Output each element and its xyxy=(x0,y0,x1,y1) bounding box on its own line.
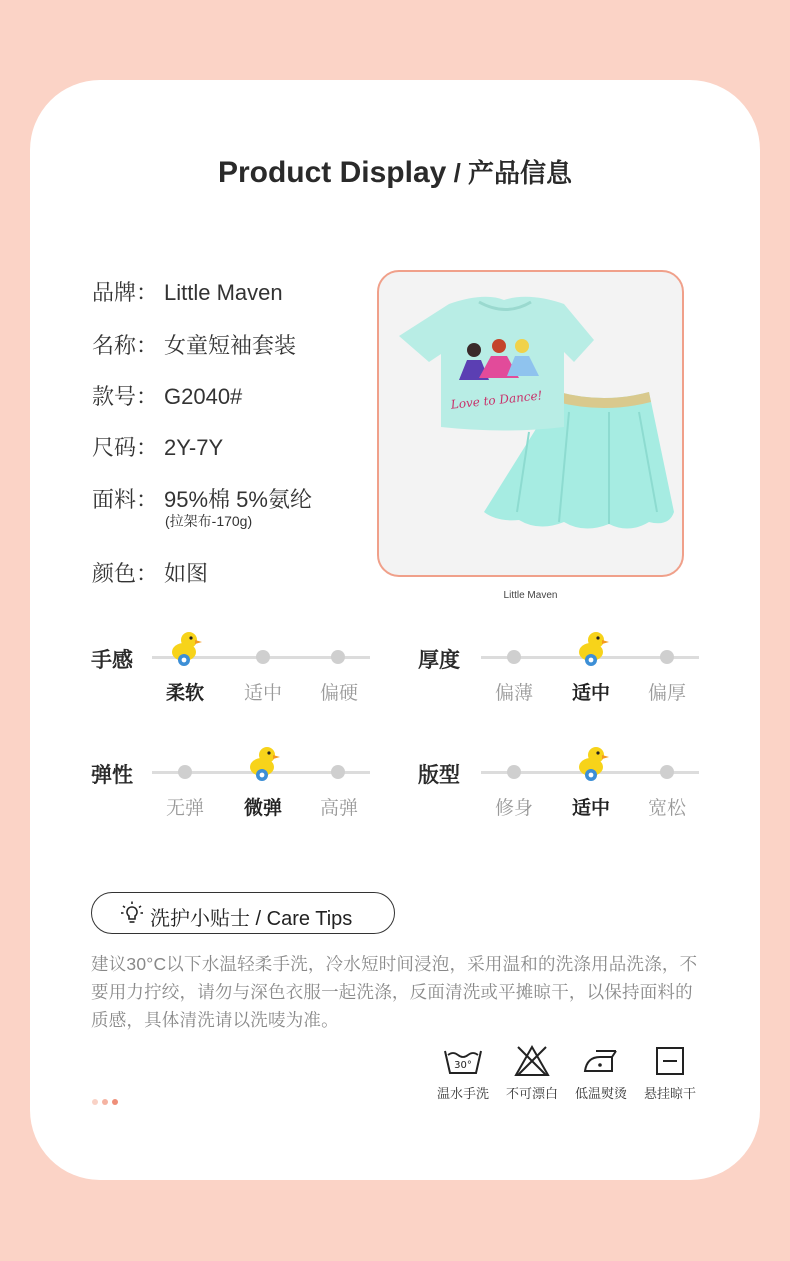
spec-brand xyxy=(92,276,283,307)
scale-dot xyxy=(331,765,345,779)
no-bleach-icon xyxy=(514,1045,550,1077)
care-tips-label: 洗护小贴士 / Care Tips xyxy=(150,908,353,930)
spec-value: Little Maven xyxy=(164,280,283,305)
spec-key: 颜色： xyxy=(92,561,159,586)
scale-dot xyxy=(178,765,192,779)
scale-option-selected: 微弹 xyxy=(243,798,282,819)
scale-option: 偏硬 xyxy=(319,683,358,704)
care-icon-no-bleach xyxy=(500,1045,564,1102)
scale-option: 适中 xyxy=(243,683,282,704)
spec-size xyxy=(92,431,223,462)
scale-dot xyxy=(507,765,521,779)
shirt-print-text: Love to Dance! xyxy=(450,388,544,412)
care-icon-low-iron xyxy=(569,1045,633,1102)
indicator-dot xyxy=(112,1099,118,1105)
page-title xyxy=(0,153,790,190)
scale-dot xyxy=(660,650,674,664)
scale-dot xyxy=(331,650,345,664)
duck-indicator-icon xyxy=(574,630,610,668)
spec-name xyxy=(92,329,296,360)
spec-value: 2Y-7Y xyxy=(164,435,224,460)
spec-key: 款号： xyxy=(92,384,159,409)
spec-key: 尺码： xyxy=(92,435,159,460)
hand-wash-30-icon xyxy=(443,1045,483,1077)
image-caption: Little Maven xyxy=(503,590,558,601)
hang-dry-icon xyxy=(654,1045,686,1077)
product-image xyxy=(377,270,684,577)
care-icon-label: 不可漂白 xyxy=(505,1086,558,1101)
spec-value: 女童短袖套装 xyxy=(164,333,297,358)
spec-color xyxy=(92,557,208,588)
scale-option: 修身 xyxy=(494,798,533,819)
spec-value: 95%棉 5%氨纶 xyxy=(164,487,312,512)
scale-option-selected: 适中 xyxy=(571,798,610,819)
spec-style-number xyxy=(92,380,242,411)
lightbulb-icon xyxy=(120,901,144,925)
spec-key: 品牌： xyxy=(92,280,159,305)
spec-key: 名称： xyxy=(92,333,159,358)
duck-indicator-icon xyxy=(167,630,203,668)
duck-indicator-icon xyxy=(574,745,610,783)
indicator-dot xyxy=(92,1099,98,1105)
scale-title-hand-feel: 手感 xyxy=(91,649,133,672)
scale-option: 高弹 xyxy=(319,798,358,819)
care-icon-hang-dry xyxy=(638,1045,702,1102)
care-tips-pill xyxy=(91,892,395,934)
spec-fabric xyxy=(92,483,312,514)
outfit-illustration xyxy=(379,272,682,575)
duck-indicator-icon xyxy=(245,745,281,783)
scale-title-fit: 版型 xyxy=(418,764,460,787)
title-cn: 产品信息 xyxy=(468,158,573,188)
scale-title-elasticity: 弹性 xyxy=(91,764,133,787)
spec-fabric-note: (拉架布-170g) xyxy=(165,513,253,529)
page-indicator-dots xyxy=(92,1092,122,1110)
title-separator: / xyxy=(446,158,469,188)
spec-key: 面料： xyxy=(92,487,159,512)
scale-option-selected: 柔软 xyxy=(165,683,204,704)
scale-dot xyxy=(256,650,270,664)
title-en: Product Display xyxy=(217,156,447,189)
svg-text:30°: 30° xyxy=(454,1060,472,1071)
spec-value: 如图 xyxy=(164,561,209,586)
scale-dot xyxy=(507,650,521,664)
scale-option: 无弹 xyxy=(165,798,204,819)
scale-option: 偏厚 xyxy=(647,683,686,704)
low-iron-icon xyxy=(582,1045,620,1077)
scale-title-thickness: 厚度 xyxy=(418,649,460,672)
care-tips-text: 建议30°C以下水温轻柔手洗，冷水短时间浸泡，采用温和的洗涤用品洗涤，不要用力拧绞，请勿与深色衣服一起洗涤，反面清洗或平摊晾干，以保持面料的质感，具体清洗请以洗唛为准。 xyxy=(91,954,698,1030)
care-icon-label: 悬挂晾干 xyxy=(643,1086,696,1101)
care-icon-hand-wash xyxy=(431,1045,495,1102)
scale-dot xyxy=(660,765,674,779)
spec-value: G2040# xyxy=(164,384,243,409)
care-icon-label: 温水手洗 xyxy=(436,1086,489,1101)
scale-option: 宽松 xyxy=(647,798,686,819)
scale-option: 偏薄 xyxy=(494,683,533,704)
scale-option-selected: 适中 xyxy=(571,683,610,704)
care-icon-label: 低温熨烫 xyxy=(574,1086,627,1101)
indicator-dot xyxy=(102,1099,108,1105)
